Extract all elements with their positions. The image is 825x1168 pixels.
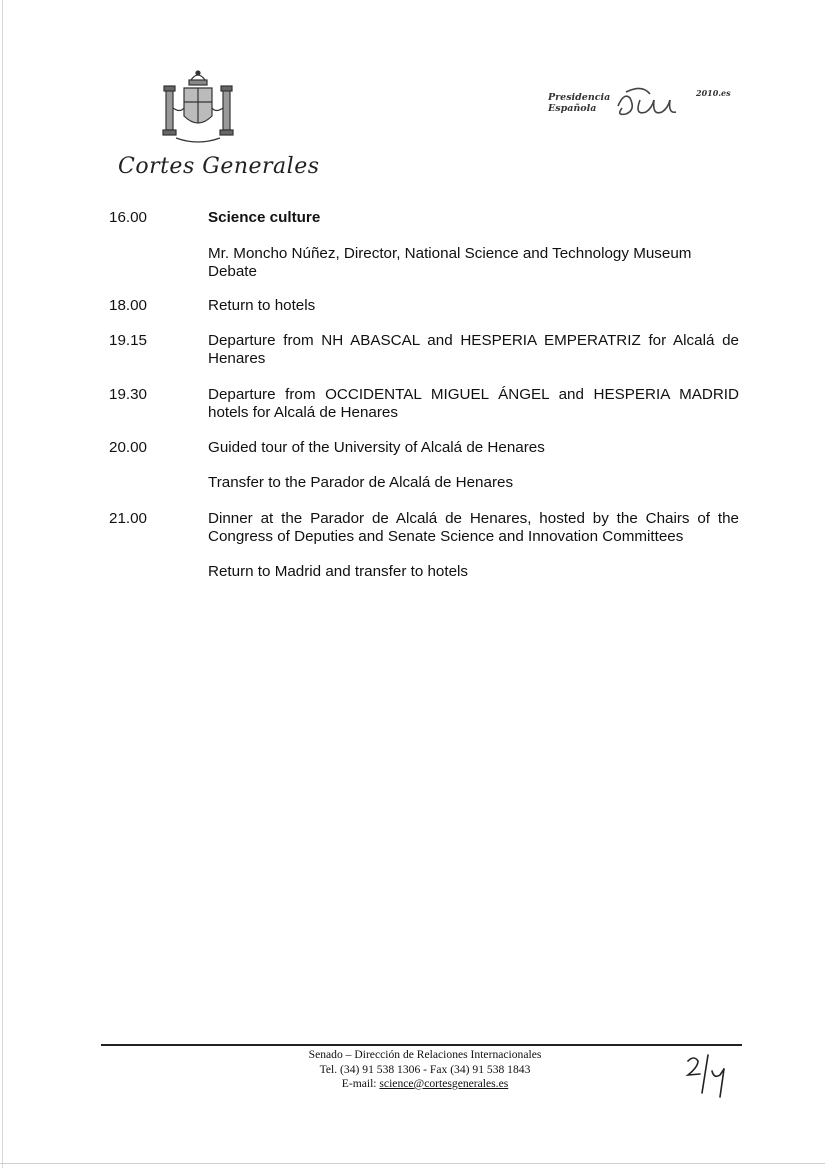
footer-email-label: E-mail: [341,1077,380,1090]
footer-divider [101,1044,742,1046]
page-edge [2,0,3,1168]
schedule-time: 20.00 [109,439,148,456]
schedule-time: 19.15 [109,332,148,349]
coat-of-arms-icon [158,68,238,148]
schedule-description: Transfer to the Parador de Alcalá de Henares [208,474,514,491]
footer [250,1048,600,1092]
eu-logo-text: eu [612,86,614,87]
schedule-time: 16.00 [109,209,148,226]
schedule-time: 19.30 [109,386,148,403]
schedule-time: 18.00 [109,297,148,314]
page-number-text: 2/4 [684,1053,686,1054]
footer-email-line [250,1077,600,1092]
schedule-description: Science culture [208,209,321,226]
schedule-description: Dinner at the Parador de Alcalá de Henares, hosted by the Chairs of the Congress of Deputies and Senate Science and Innovation Committees [208,510,739,545]
presidency-text [548,92,610,114]
schedule-description: Return to Madrid and transfer to hotels [208,563,469,580]
schedule-description: Departure from NH ABASCAL and HESPERIA EMPERATRIZ for Alcalá de Henares [208,332,739,367]
schedule-description: Guided tour of the University of Alcalá de Henares [208,439,545,456]
footer-phone: Tel. (34) 91 538 1306 - Fax (34) 91 538 1843 [319,1062,531,1076]
presidency-line2: Española [548,103,597,114]
schedule-time: 21.00 [109,510,148,527]
schedule-description-line: Debate [208,262,257,280]
schedule-description: Return to hotels [208,297,316,314]
presidency-line1: Presidencia [548,92,611,103]
schedule-description: Departure from OCCIDENTAL MIGUEL ÁNGEL and HESPERIA MADRID hotels for Alcalá de Henares [208,386,739,421]
footer-address: Senado – Dirección de Relaciones Internacionales [308,1048,542,1061]
schedule-description-line: Mr. Moncho Núñez, Director, National Science and Technology Museum [208,245,692,262]
schedule-description [208,245,739,280]
presidency-year: 2010.es [696,88,731,98]
page-edge-bottom [0,1163,825,1164]
institution-name: Cortes Generales [118,154,320,179]
presidency-logo [548,86,738,126]
handwritten-page-number [684,1053,734,1099]
footer-email-link[interactable]: science@cortesgenerales.es [379,1077,509,1090]
